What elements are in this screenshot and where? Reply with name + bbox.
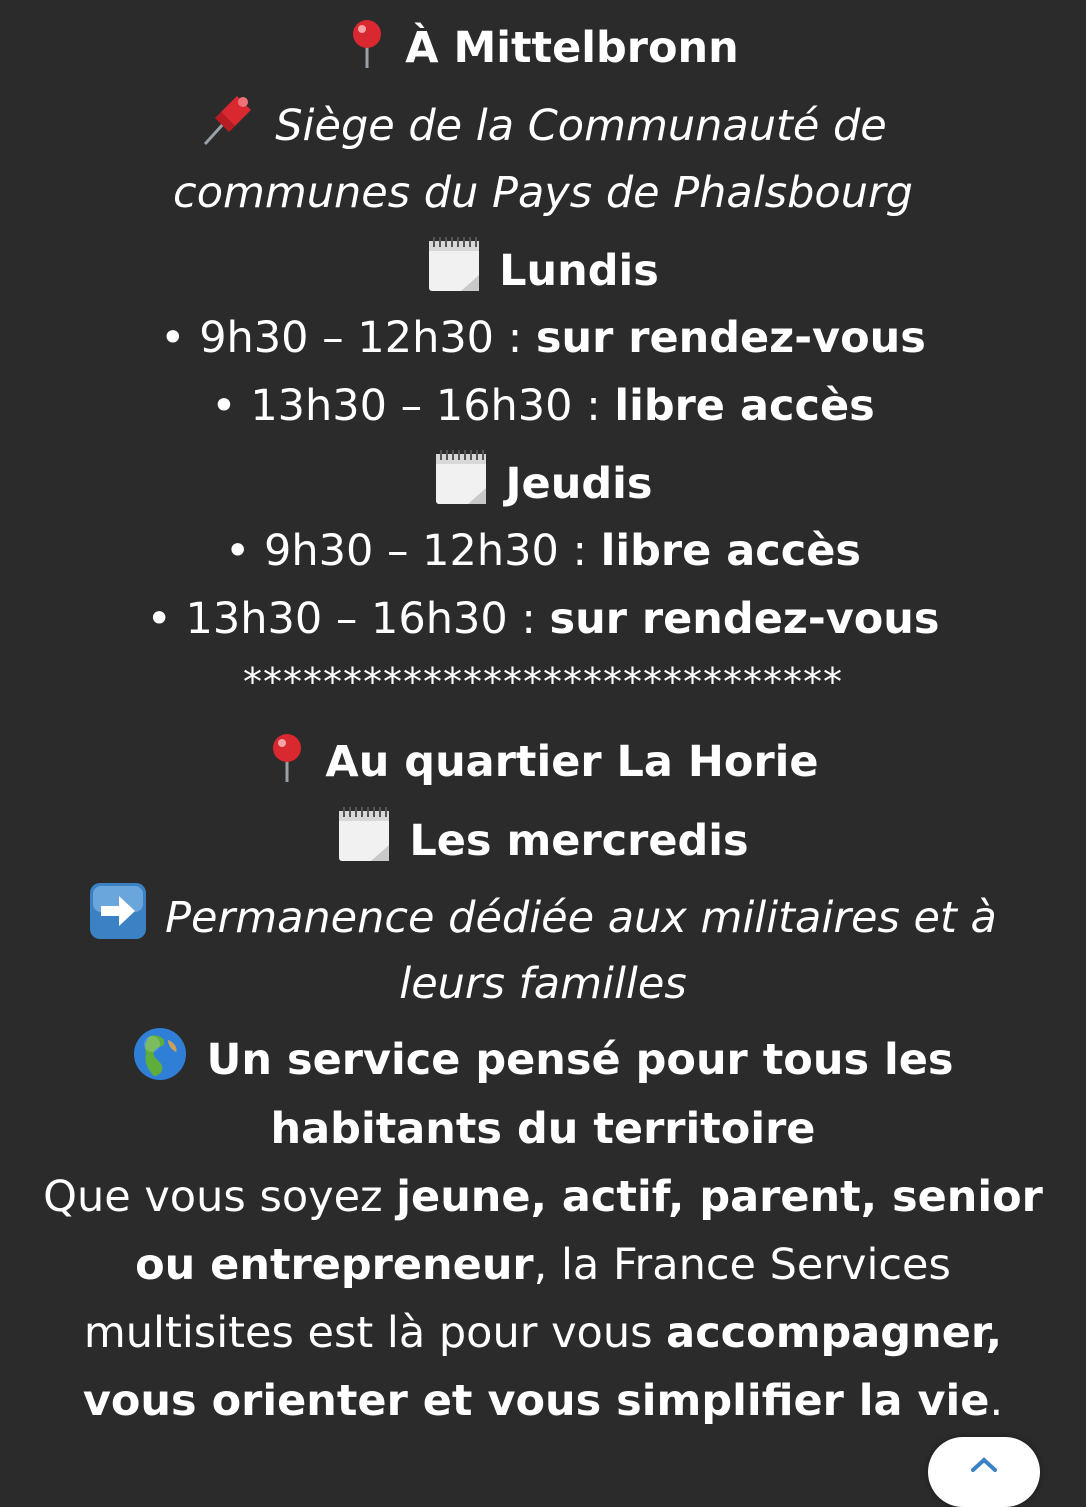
- chevron-up-icon: [970, 1455, 998, 1473]
- globe-europe-africa-icon: [132, 1026, 188, 1102]
- service-heading-line-2: habitants du territoire: [270, 1104, 816, 1154]
- service-p1-plain: Que vous soyez: [43, 1172, 397, 1222]
- pushpin-icon: [199, 90, 257, 168]
- service-paragraph-line-4: [0, 1367, 1086, 1435]
- service-p2-bold: ou entrepreneur: [135, 1240, 534, 1290]
- jeudis-slot-2-time: • 13h30 – 16h30 :: [146, 594, 550, 644]
- mercredis-heading: [0, 805, 1086, 883]
- location-line-1: [0, 90, 1086, 168]
- la-horie-title: [0, 728, 1086, 804]
- permanence-note-line-1: [0, 882, 1086, 960]
- lundis-slot-2: [0, 372, 1086, 440]
- lundis-slot-1-time: • 9h30 – 12h30 :: [160, 313, 536, 363]
- scroll-to-top-button[interactable]: [928, 1437, 1040, 1507]
- mittelbronn-title: [0, 14, 1086, 90]
- service-paragraph-line-1: [0, 1163, 1086, 1231]
- la-horie-title-text: Au quartier La Horie: [325, 737, 819, 787]
- jeudis-heading: [0, 448, 1086, 526]
- jeudis-slot-1-mode: libre accès: [600, 526, 862, 576]
- jeudis-day-text: Jeudis: [505, 459, 653, 509]
- mercredis-day-text: Les mercredis: [409, 816, 749, 866]
- lundis-day-text: Lundis: [499, 246, 659, 296]
- service-heading-line-1: [0, 1026, 1086, 1102]
- service-p3-bold: accompagner,: [666, 1308, 1003, 1358]
- service-paragraph-line-3: [0, 1299, 1086, 1367]
- spiral-calendar-icon: [337, 805, 391, 883]
- jeudis-slot-1-time: • 9h30 – 12h30 :: [224, 526, 601, 576]
- service-p2-plain: , la France Services: [533, 1240, 951, 1290]
- service-p4-bold: vous orienter et vous simplifier la vie: [82, 1376, 990, 1426]
- permanence-note-line-2: leurs familles: [399, 959, 687, 1009]
- lundis-slot-2-mode: libre accès: [614, 381, 875, 431]
- service-heading-line-1-text: Un service pensé pour tous les: [206, 1035, 954, 1085]
- service-p3-plain: multisites est là pour vous: [83, 1308, 667, 1358]
- lundis-slot-2-time: • 13h30 – 16h30 :: [211, 381, 615, 431]
- spiral-calendar-icon: [427, 235, 481, 313]
- lundis-heading: [0, 235, 1086, 313]
- mittelbronn-title-text: À Mittelbronn: [405, 23, 739, 73]
- location-line-1-text: Siège de la Communauté de: [275, 101, 887, 151]
- jeudis-slot-2: [0, 585, 1086, 653]
- round-pushpin-icon: [267, 732, 307, 804]
- service-p4-plain: .: [989, 1376, 1004, 1426]
- jeudis-slot-2-mode: sur rendez-vous: [549, 594, 940, 644]
- permanence-note-line-1-text: Permanence dédiée aux militaires et à: [165, 893, 997, 943]
- round-pushpin-icon: [347, 18, 387, 90]
- right-arrow-icon: [89, 882, 147, 960]
- location-line-2: communes du Pays de Phalsbourg: [173, 168, 913, 218]
- lundis-slot-1: [0, 304, 1086, 372]
- lundis-slot-1-mode: sur rendez-vous: [535, 313, 926, 363]
- jeudis-slot-1: [0, 517, 1086, 585]
- spiral-calendar-icon: [434, 448, 488, 526]
- service-paragraph-line-2: [0, 1231, 1086, 1299]
- separator-stars: ******************************: [243, 660, 843, 704]
- service-p1-bold: jeune, actif, parent, senior: [396, 1172, 1043, 1222]
